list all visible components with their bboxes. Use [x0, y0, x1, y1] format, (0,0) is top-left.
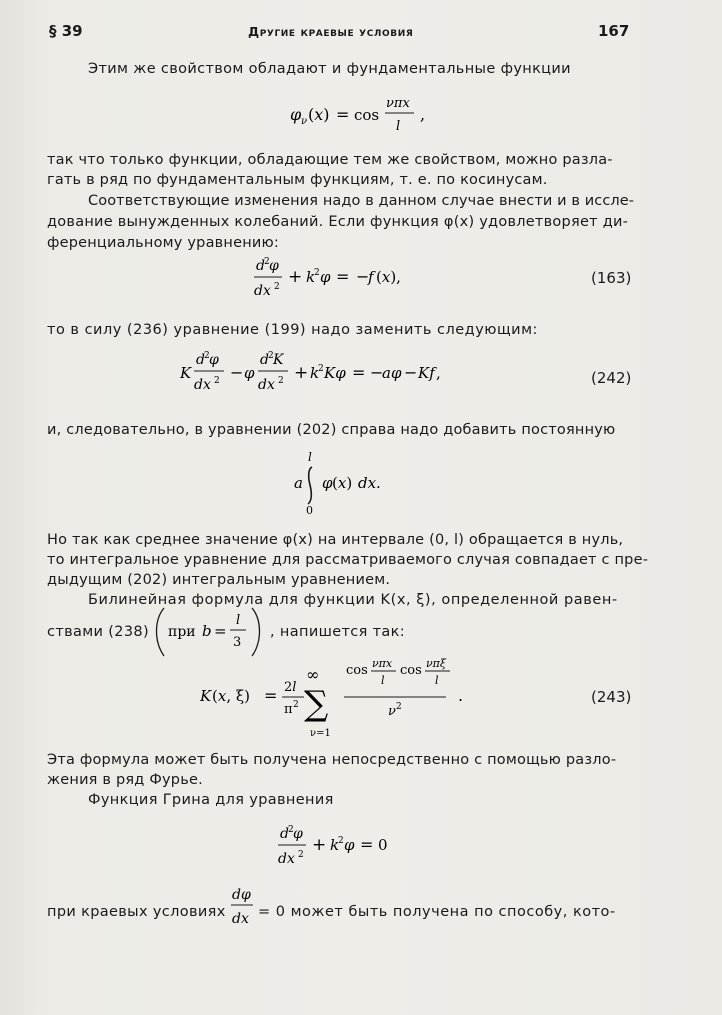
svg-text:ν: ν — [301, 116, 308, 127]
svg-text:2: 2 — [288, 825, 294, 835]
svg-text:−: − — [230, 363, 244, 382]
svg-text:f: f — [368, 268, 374, 286]
svg-text:dx: dx — [254, 283, 271, 299]
page-number: 167 — [598, 22, 630, 40]
paragraph-line: Функция Грина для уравнения — [88, 792, 334, 808]
svg-text:K: K — [200, 687, 212, 705]
paragraph-line: Эта формула может быть получена непосредственно с помощью разло- — [47, 752, 617, 768]
svg-text:K: K — [180, 364, 192, 382]
svg-text:2: 2 — [274, 282, 280, 292]
svg-text:2: 2 — [278, 376, 284, 386]
svg-text:0: 0 — [378, 836, 388, 854]
svg-text:0: 0 — [306, 504, 313, 517]
svg-text:φ: φ — [320, 268, 331, 286]
svg-text:cos: cos — [354, 106, 380, 124]
svg-text:b: b — [202, 622, 212, 640]
svg-text:,: , — [436, 364, 441, 382]
svg-text:d: d — [260, 352, 269, 368]
svg-text:(x): (x) — [308, 105, 330, 124]
svg-text:3: 3 — [233, 635, 242, 650]
svg-text:k: k — [310, 364, 320, 382]
svg-text:νπx: νπx — [386, 96, 410, 111]
paragraph-line: при краевых условиях — [47, 904, 226, 920]
svg-text:+: + — [312, 835, 327, 855]
equation-number: (243) — [591, 688, 632, 706]
svg-text:−: − — [404, 363, 418, 382]
svg-text:.: . — [458, 686, 464, 705]
svg-text:2: 2 — [318, 364, 324, 374]
svg-text:dx: dx — [194, 377, 211, 393]
svg-text:π: π — [284, 702, 293, 717]
svg-text:+: + — [288, 267, 303, 287]
svg-text:cos: cos — [346, 663, 368, 678]
svg-text:=: = — [264, 686, 278, 705]
svg-text:φ: φ — [269, 258, 279, 274]
formula-green-equation — [274, 820, 414, 872]
paragraph-line: гать в ряд по фундаментальным функциям, т. е. по косинусам. — [47, 172, 548, 188]
svg-text:(x): (x) — [332, 474, 353, 492]
svg-text:ν=1: ν=1 — [310, 728, 331, 739]
svg-text:l: l — [236, 613, 241, 628]
paragraph-line: , напишется так: — [270, 624, 406, 640]
formula-eq163 — [250, 252, 450, 306]
paragraph-line: так что только функции, обладающие тем же свойством, можно разла- — [47, 152, 613, 168]
svg-text:ν: ν — [388, 704, 396, 719]
paragraph-line: ференциальному уравнению: — [47, 235, 280, 251]
svg-text:l: l — [396, 119, 401, 134]
svg-text:2: 2 — [338, 836, 344, 846]
svg-text:l: l — [435, 674, 439, 687]
svg-text:l: l — [308, 450, 312, 464]
svg-text:=: = — [352, 363, 366, 382]
svg-text:−: − — [356, 267, 370, 286]
svg-text:2: 2 — [396, 702, 402, 712]
svg-text:φ: φ — [209, 352, 219, 368]
svg-text:2: 2 — [264, 257, 270, 267]
paragraph-line: то в силу (236) уравнение (199) надо заменить следующим: — [47, 322, 538, 338]
svg-text:+: + — [294, 363, 309, 383]
svg-text:dφ: dφ — [232, 887, 251, 903]
formula-boundary-condition — [228, 883, 258, 933]
svg-text:d: d — [256, 258, 265, 274]
svg-text:2: 2 — [268, 351, 274, 361]
svg-text:=: = — [360, 835, 374, 854]
svg-text:2: 2 — [204, 351, 210, 361]
svg-text:∞: ∞ — [306, 665, 320, 684]
svg-text:φ: φ — [293, 826, 303, 842]
svg-text:d: d — [280, 826, 289, 842]
paragraph-line: Этим же свойством обладают и фундаментальные функции — [88, 61, 571, 77]
running-title: Другие краевые условия — [248, 24, 414, 39]
svg-text:d: d — [196, 352, 205, 368]
svg-text:aφ: aφ — [382, 364, 402, 382]
formula-condition-238 — [152, 600, 272, 660]
formula-eq242 — [180, 344, 540, 400]
svg-text:a: a — [294, 474, 303, 492]
svg-text:Kf: Kf — [418, 364, 435, 382]
formula-phi-definition — [290, 90, 450, 136]
svg-text:=: = — [336, 267, 350, 286]
paragraph-line: дыдущим (202) интегральным уравнением. — [47, 572, 391, 588]
paragraph-line: дование вынужденных колебаний. Если функция φ(x) удовлетворяет ди- — [47, 214, 629, 230]
svg-text:l: l — [381, 674, 385, 687]
svg-text:=: = — [214, 622, 227, 640]
svg-text:2: 2 — [298, 850, 304, 860]
svg-text:dx: dx — [258, 377, 275, 393]
equation-number: (163) — [591, 269, 632, 287]
svg-text:(x, ξ): (x, ξ) — [212, 687, 250, 705]
paragraph-line: = 0 может быть получена по способу, кото- — [258, 904, 616, 920]
svg-text:cos: cos — [400, 663, 422, 678]
svg-text:φ: φ — [290, 105, 302, 124]
svg-text:(x),: (x), — [376, 268, 401, 286]
svg-text:k: k — [306, 268, 316, 286]
formula-integral — [290, 447, 420, 517]
paragraph-line: жения в ряд Фурье. — [47, 772, 203, 788]
paragraph-line: Билинейная формула для функции K(x, ξ), определенной равен- — [88, 592, 618, 608]
svg-text:=: = — [336, 105, 350, 124]
paragraph-line: ствами (238) — [47, 624, 150, 640]
svg-text:−: − — [370, 363, 384, 382]
svg-text:φ: φ — [322, 474, 333, 492]
svg-text:2: 2 — [214, 376, 220, 386]
svg-text:dx.: dx. — [358, 474, 381, 492]
equation-number: (242) — [591, 369, 632, 387]
svg-text:,: , — [420, 105, 426, 124]
svg-text:νπx: νπx — [372, 657, 393, 670]
paragraph-line: и, следовательно, в уравнении (202) справа надо добавить постоянную — [47, 422, 616, 438]
section-number: § 39 — [49, 22, 83, 40]
paragraph-line: Соответствующие изменения надо в данном случае внести и в исслe- — [88, 193, 635, 209]
svg-text:dx: dx — [232, 911, 249, 927]
svg-text:K: K — [273, 352, 284, 368]
svg-text:φ: φ — [244, 364, 255, 382]
svg-text:νπξ: νπξ — [426, 657, 446, 670]
formula-eq243 — [200, 653, 480, 753]
svg-text:∑: ∑ — [304, 684, 329, 724]
svg-text:2: 2 — [314, 268, 320, 278]
svg-text:при: при — [168, 624, 196, 640]
paragraph-line: Но так как среднее значение φ(x) на интервале (0, l) обращается в нуль, — [47, 532, 624, 548]
svg-text:k: k — [330, 836, 340, 854]
svg-text:dx: dx — [278, 851, 295, 867]
svg-text:2l: 2l — [284, 680, 297, 695]
svg-text:Kφ: Kφ — [324, 364, 346, 382]
paragraph-line: то интегральное уравнение для рассматриваемого случая совпадает с пре- — [47, 552, 649, 568]
svg-text:φ: φ — [344, 836, 355, 854]
svg-text:2: 2 — [293, 700, 299, 710]
